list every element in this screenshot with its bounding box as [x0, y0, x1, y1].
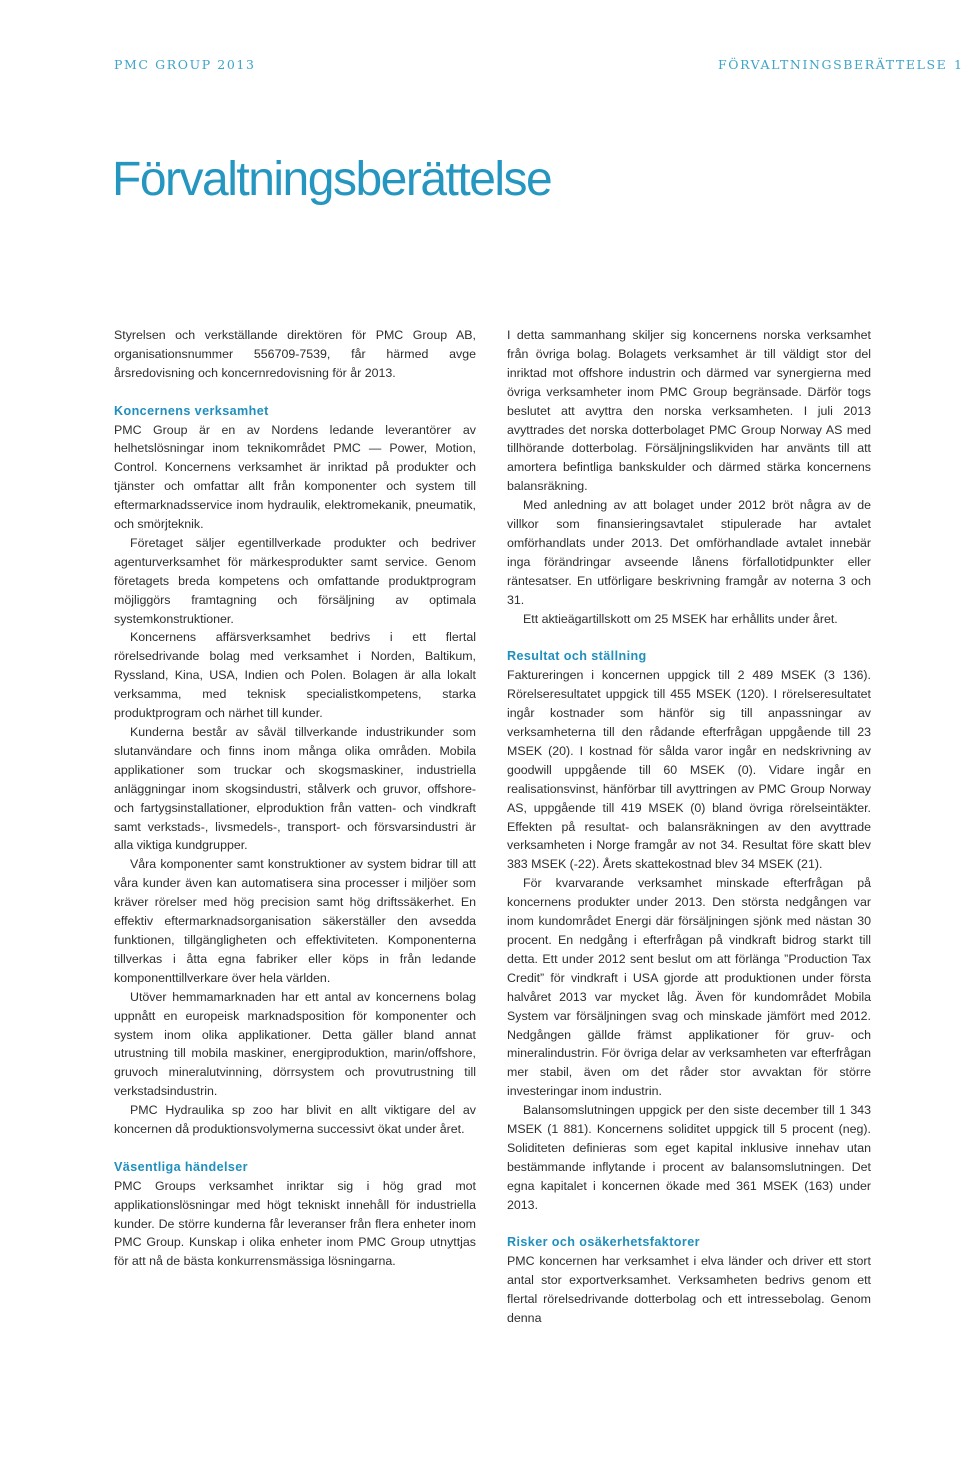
paragraph: PMC Groups verksamhet inriktar sig i hög grad mot applikationslösningar med högt tekniskt innehåll för industriella kunder. De större kunderna får leveranser från flera enheter inom PMC Group. Kunskap i olika enheter inom PMC Group utnyttjas för att nå de bästa konkurrensmässiga lösningarna.	[114, 1178, 476, 1269]
paragraph: Balansomslutningen uppgick per den siste december till 1 343 MSEK (1 881). Koncernens soliditet uppgick till 5 procent (neg). Soliditeten definieras som eget kapital inklusive innehav utan bestämmande inflytande i procent av balansomslutningen. Det egna kapitalet i koncernen ökade med 361 MSEK (163) under 2013.	[507, 1103, 871, 1212]
paragraph: Ett aktieägartillskott om 25 MSEK har erhållits under året.	[523, 611, 838, 626]
paragraph: Företaget säljer egentillverkade produkter och bedriver agenturverksamhet för märkesprodukter samt service. Genom företagets breda kompetens och omfattande produktprogram möjliggörs framtagning och försäljning av optimala systemkonstruktioner.	[114, 535, 476, 626]
intro-paragraph: Styrelsen och verkställande direktören för PMC Group AB, organisationsnummer 556709-7539, får härmed avge årsredovisning och koncernredovisning för år 2013.	[114, 328, 476, 380]
paragraph: Våra komponenter samt konstruktioner av system bidrar till att våra kunder även kan automatisera sina processer i miljöer som kräver rörelser med hög precision samt hög driftssäkerhet. En effektiv eftermarknadsorganisation säkerställer den avsedda funktionen, tillgängligheten och effektiviteten. Komponenterna tillverkas i åtta egna fabriker eller köps in från ledande komponenttillverkare över hela världen.	[114, 857, 476, 985]
paragraph: Utöver hemmamarknaden har ett antal av koncernens bolag uppnått en europeisk marknadsposition för komponenter och system inom olika applikationer. Detta gäller bland annat utrustning till mobila maskiner, energiproduktion, marin/offshore, gruvoch mineralutvinning, dörrsystem och provutrustning till verkstadsindustrin.	[114, 989, 476, 1099]
paragraph: Koncernens affärsverksamhet bedrivs i ett flertal rörelsedrivande bolag med verksamhet i Norden, Baltikum, Ryssland, Kina, USA, Indien och Polen. Bolagen är alla lokalt verksamma, med teknisk specialistkompetens, starka produktprogram och närhet till kunder.	[114, 630, 476, 721]
paragraph: Kunderna består av såväl tillverkande industrikunder som slutanvändare och finns inom många olika områden. Mobila applikationer som truckar och skogsmaskiner, industriella anläggningar inom skogsindustri, stålverk och gruvor, offshore- och fartygsinstallationer, elproduktion från vatten- och vindkraft samt verkstads-, livsmedels-, transport- och försvarsindustri är alla viktiga kundgrupper.	[114, 725, 476, 853]
page-title: Förvaltningsberättelse	[112, 153, 552, 206]
heading-risker-och-osakerhetsfaktorer: Risker och osäkerhetsfaktorer	[507, 1235, 700, 1250]
heading-koncernens-verksamhet: Koncernens verksamhet	[114, 403, 269, 418]
heading-resultat-och-stallning: Resultat och ställning	[507, 649, 647, 664]
paragraph: I detta sammanhang skiljer sig koncernens norska verksamhet från övriga bolag. Bolagets verksamhet är till väldigt stor del inriktad mot offshore industrin och därmed var synergierna med övriga verksamheter inom PMC Group begränsade. Därför togs beslutet att avyttra den norska verksamheten. I juli 2013 avyttrades det norska dotterbolaget PMC Group Norway AS med tillhörande dotterbolag. Försäljningslikviden har använts till att amortera befintliga bankskulder och därmed stärka koncernens balansräkning.	[507, 328, 871, 494]
right-column	[507, 326, 871, 1328]
paragraph: PMC koncernen har verksamhet i elva länder och driver ett stort antal stor exportverksamhet. Verksamheten bedrivs genom ett flertal rörelsedrivande dotterbolag och ett intressebolag. Genom denna	[507, 1254, 871, 1326]
heading-vasentliga-handelser: Väsentliga händelser	[114, 1159, 248, 1174]
left-column	[114, 326, 476, 1271]
page-number: 1	[954, 57, 964, 72]
paragraph: Faktureringen i koncernen uppgick till 2 489 MSEK (3 136). Rörelseresultatet uppgick till 455 MSEK (120). I rörelseresultatet ingår kostnader som hänför sig till anpassningar av verksamheterna till den rådande efterfrågan uppgående till 23 MSEK (20). I kostnad för sålda varor ingår en nedskrivning av goodwill uppgående till 60 MSEK (0). Vidare ingår en realisationsvinst, hänförbar till avyttringen av PMC Group Norway AS, uppgående till 419 MSEK (0) bland övriga rörelseintäkter. Effekten på resultat- och balansräkningen av den avyttrade verksamheten i Norge framgår av not 34. Resultat före skatt blev 383 MSEK (-22). Årets skattekostnad blev 34 MSEK (21).	[507, 668, 871, 872]
paragraph: Med anledning av att bolaget under 2012 bröt några av de villkor som finansieringsavtalet stipulerade har avtalet omförhandlats under 2013. Det omförhandlade avtalet innebär inga förändringar avseende lånens förfallotidpunkter eller räntesatser. En utförligare beskrivning framgår av noterna 3 och 31.	[507, 498, 871, 607]
paragraph: För kvarvarande verksamhet minskade efterfrågan på koncernens produkter under 2013. Den största nedgången var inom kundområdet Energi där försäljningen sjönk med nästan 30 procent. En nedgång i efterfrågan på vindkraft bidrog starkt till detta. Ett under 2012 sent beslut om att förlänga ”Production Tax Credit” för vindkraft i USA gjorde att produktionen under första halvåret 2013 var mycket låg. Även för kundområdet Mobila System var försäljningen svag och minskade jämfört med 2012. Nedgången gällde främst applikationer för gruv- och mineralindustrin. För övriga delar av verksamheten var efterfrågan mer stabil, även om det råder stor avvaktan för större investeringar inom industrin.	[507, 876, 871, 1099]
running-header-left: PMC GROUP 2013	[114, 57, 256, 72]
paragraph: PMC Hydraulika sp zoo har blivit en allt viktigare del av koncernen då produktionsvolymerna successivt ökat under året.	[114, 1103, 476, 1137]
paragraph: PMC Group är en av Nordens ledande leverantörer av helhetslösningar inom teknikområdet PMC — Power, Motion, Control. Koncernens verksamhet är inriktad på produkter och tjänster och omfattar allt från komponenter och system till eftermarknadsservice inom hydraulik, elektromekanik, pneumatik, och smörjteknik.	[114, 422, 476, 532]
running-header-right: FÖRVALTNINGSBERÄTTELSE	[718, 57, 948, 72]
